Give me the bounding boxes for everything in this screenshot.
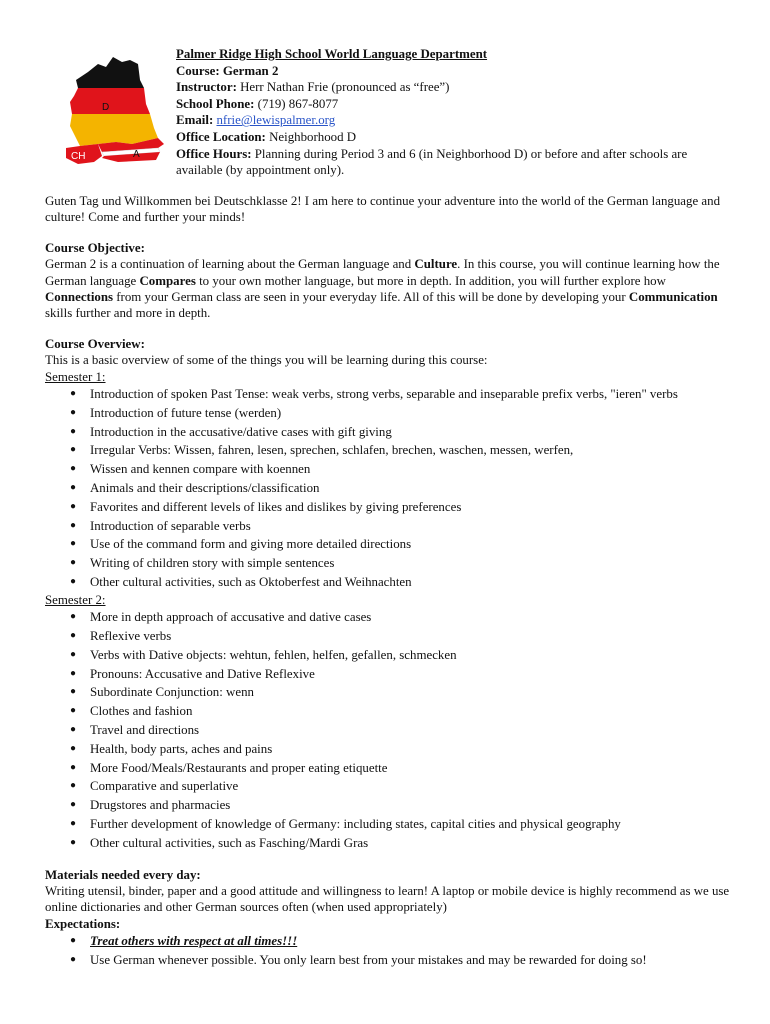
list-item-text: Comparative and superlative <box>90 779 239 794</box>
list-item <box>70 932 735 951</box>
department-title: Palmer Ridge High School World Language Department <box>176 47 488 61</box>
hours-line <box>176 146 736 179</box>
materials-text: Writing utensil, binder, paper and a good attitude and willingness to learn! A laptop or mobile device is highly recommend as we use online dictionaries and other German sources often (when used appropriately) <box>45 884 730 915</box>
list-item <box>70 423 735 442</box>
office-label: Office Location: <box>176 129 266 144</box>
bullet-icon: ● <box>70 463 77 475</box>
list-item-text: Travel and directions <box>90 723 200 738</box>
bullet-icon: ● <box>70 686 77 698</box>
bullet-icon: ● <box>70 482 77 494</box>
bullet-icon: ● <box>70 818 77 829</box>
list-item-text: Animals and their descriptions/classification <box>90 481 320 496</box>
email-line <box>176 112 736 129</box>
bullet-icon: ● <box>70 799 77 811</box>
list-item <box>70 479 735 498</box>
list-item <box>70 535 735 554</box>
bullet-icon: ● <box>70 500 77 512</box>
list-item <box>70 646 735 665</box>
hours-value: Planning during Period 3 and 6 (in Neighborhood D) or before and after schools are available (by appointment only). <box>176 146 688 178</box>
expectation-respect: Treat others with respect at all times!!! <box>90 934 298 949</box>
intro-paragraph: Guten Tag und Willkommen bei Deutschklasse 2! I am here to continue your adventure into the world of the German language and culture! Come and further your minds! <box>45 194 721 225</box>
culture-keyword: Culture <box>414 257 458 272</box>
list-item <box>70 951 735 970</box>
list-item-text: Reflexive verbs <box>90 629 172 644</box>
bullet-icon: ● <box>70 724 77 736</box>
list-item <box>70 665 735 684</box>
bullet-icon: ● <box>70 780 77 792</box>
semester2-label: Semester 2: <box>45 592 106 607</box>
list-item <box>70 498 735 517</box>
bullet-icon: ● <box>70 630 77 642</box>
list-item <box>70 441 735 460</box>
semester1-list <box>45 385 735 592</box>
list-item <box>70 815 735 834</box>
list-item-text: More in depth approach of accusative and dative cases <box>90 610 372 625</box>
list-item-text: Further development of knowledge of Germany: including states, capital cities and physical geography <box>90 817 621 831</box>
list-item <box>70 404 735 423</box>
semester2-list <box>45 608 735 852</box>
list-item-text: More Food/Meals/Restaurants and proper eating etiquette <box>90 760 388 775</box>
phone-value: (719) 867-8077 <box>254 96 339 111</box>
email-link[interactable]: nfrie@lewispalmer.org <box>216 113 336 128</box>
bullet-icon: ● <box>70 557 77 569</box>
connections-keyword: Connections <box>45 290 114 305</box>
expectation-german: Use German whenever possible. You only learn best from your mistakes and may be rewarded for doing so! <box>90 953 647 968</box>
list-item-text: Other cultural activities, such as Fasching/Mardi Gras <box>90 835 369 850</box>
list-item-text: Clothes and fashion <box>90 704 193 719</box>
list-item <box>70 460 735 479</box>
list-item-text: Verbs with Dative objects: wehtun, fehlen, helfen, gefallen, schmecken <box>90 647 457 662</box>
communication-keyword: Communication <box>628 290 718 305</box>
phone-line <box>176 96 736 113</box>
list-item-text: Pronouns: Accusative and Dative Reflexive <box>90 666 315 681</box>
list-item <box>70 385 735 404</box>
list-item-text: Other cultural activities, such as Oktoberfest and Weihnachten <box>90 575 412 590</box>
phone-label: School Phone: <box>176 96 255 111</box>
logo-label-d: D <box>102 102 110 113</box>
bullet-icon: ● <box>70 425 77 437</box>
list-item <box>70 721 735 740</box>
office-line <box>176 129 736 146</box>
bullet-icon: ● <box>70 444 77 456</box>
syllabus-body <box>45 193 735 970</box>
germany-black-band <box>76 57 144 88</box>
overview-intro: This is a basic overview of some of the things you will be learning during this course: <box>45 353 488 368</box>
germany-red-band <box>70 88 150 114</box>
list-item-text: Use of the command form and giving more detailed directions <box>90 537 412 552</box>
course-name: Course: German 2 <box>176 63 279 78</box>
list-item <box>70 608 735 627</box>
list-item-text: Irregular Verbs: Wissen, fahren, lesen, sprechen, schlafen, brechen, waschen, messen, werfen, <box>90 443 574 458</box>
list-item <box>70 627 735 646</box>
bullet-icon: ● <box>70 388 77 400</box>
bullet-icon: ● <box>70 406 77 418</box>
bullet-icon: ● <box>70 954 77 966</box>
bullet-icon: ● <box>70 611 77 623</box>
email-label: Email: <box>176 113 214 128</box>
list-item <box>70 777 735 796</box>
list-item-text: Health, body parts, aches and pains <box>90 741 273 756</box>
logo-label-a: A <box>133 149 140 160</box>
office-value: Neighborhood D <box>265 129 357 144</box>
bullet-icon: ● <box>70 538 77 550</box>
bullet-icon: ● <box>70 519 77 531</box>
materials-heading: Materials needed every day: <box>45 867 201 882</box>
semester1-label: Semester 1: <box>45 369 106 384</box>
list-item <box>70 683 735 702</box>
list-item <box>70 759 735 778</box>
list-item-text: Favorites and different levels of likes and dislikes by giving preferences <box>90 499 462 514</box>
german-speaking-countries-logo <box>58 52 168 170</box>
list-item-text: Introduction of spoken Past Tense: weak verbs, strong verbs, separable and inseparable prefix verbs, "ieren" verbs <box>90 387 678 402</box>
bullet-icon: ● <box>70 576 77 588</box>
instructor-value: Herr Nathan Frie (pronounced as “free”) <box>236 80 450 95</box>
list-item-text: Introduction of separable verbs <box>90 518 251 533</box>
bullet-icon: ● <box>70 648 77 660</box>
list-item <box>70 517 735 536</box>
list-item <box>70 834 735 853</box>
list-item-text: Introduction of future tense (werden) <box>90 405 282 420</box>
bullet-icon: ● <box>70 705 77 717</box>
expectations-list <box>45 932 735 970</box>
course-header <box>176 46 736 179</box>
list-item <box>70 573 735 592</box>
list-item-text: Wissen and kennen compare with koennen <box>90 462 311 477</box>
objective-paragraph: German 2 is a continuation of learning about the German language and Culture. In this course, you will continue learning how the German language Compares to your own mother language, but more in depth. In addition, you will further explore how Connections from your German class are seen in your everyday life. All of this will be done by developing your Communication skills further and more in depth. <box>45 257 720 321</box>
bullet-icon: ● <box>70 742 77 754</box>
instructor-label: Instructor: <box>176 80 237 95</box>
objective-heading: Course Objective: <box>45 240 145 255</box>
expectations-heading: Expectations: <box>45 916 121 931</box>
bullet-icon: ● <box>70 667 77 679</box>
compares-keyword: Compares <box>139 273 196 288</box>
list-item-text: Introduction in the accusative/dative cases with gift giving <box>90 424 392 439</box>
list-item-text: Subordinate Conjunction: wenn <box>90 685 254 700</box>
list-item <box>70 740 735 759</box>
overview-heading: Course Overview: <box>45 336 145 351</box>
hours-label: Office Hours: <box>176 146 252 161</box>
list-item-text: Drugstores and pharmacies <box>90 798 231 813</box>
list-item <box>70 554 735 573</box>
list-item <box>70 796 735 815</box>
logo-label-ch: CH <box>71 151 86 162</box>
bullet-icon: ● <box>70 836 77 848</box>
instructor-line <box>176 79 736 96</box>
list-item-text: Writing of children story with simple sentences <box>90 556 335 571</box>
list-item <box>70 702 735 721</box>
bullet-icon: ● <box>70 761 77 773</box>
bullet-icon: ● <box>70 935 77 947</box>
